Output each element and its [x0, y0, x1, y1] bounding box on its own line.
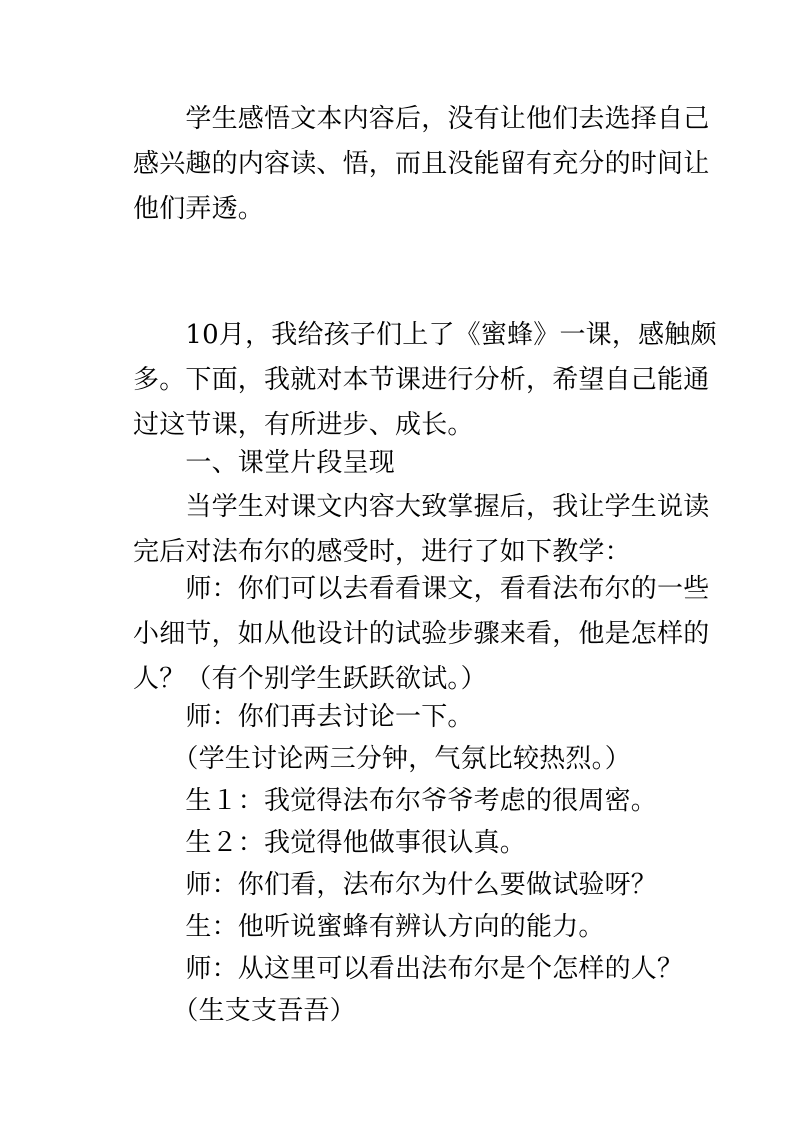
dialogue-teacher-3	[133, 863, 673, 908]
paragraph-reflection	[133, 97, 710, 232]
text-line: 师：你们看，法布尔为什么要做试验呀？	[133, 870, 658, 900]
text-line: （学生讨论两三分钟，气氛比较热烈。）	[133, 744, 632, 774]
text-line: 完后对法布尔的感受时，进行了如下教学：	[133, 537, 631, 567]
text-line: 人？（有个别学生跃跃欲试。）	[133, 664, 487, 694]
text-line: （生支支吾吾）	[133, 996, 356, 1026]
text-line: 师：你们可以去看看课文，看看法布尔的一些	[133, 574, 710, 604]
text-line: 小细节，如从他设计的试验步骤来看，他是怎样的	[133, 619, 710, 649]
dialogue-student-1	[133, 779, 673, 824]
text-line: 生２：我觉得他做事很认真。	[133, 828, 527, 858]
paragraph-context	[133, 485, 710, 575]
text-line: 师：从这里可以看出法布尔是个怎样的人？	[133, 954, 684, 984]
text-line: 一、课堂片段呈现	[133, 448, 396, 478]
dialogue-teacher-2	[133, 695, 673, 740]
dialogue-student-3	[133, 905, 673, 950]
text-line: 10月，我给孩子们上了《蜜蜂》一课，感触颇	[133, 320, 717, 350]
text-line: 当学生对课文内容大致掌握后，我让学生说读	[133, 492, 710, 522]
dialogue-teacher-4	[133, 947, 684, 992]
text-line: 过这节课，有所进步、成长。	[133, 410, 474, 440]
section-heading	[133, 441, 673, 486]
text-line: 师：你们再去讨论一下。	[133, 702, 474, 732]
stage-note-hesitation	[133, 989, 673, 1034]
text-line: 多。下面，我就对本节课进行分析，希望自己能通	[133, 365, 710, 395]
text-line: 感兴趣的内容读、悟，而且没能留有充分的时间让	[133, 149, 710, 179]
stage-note	[133, 737, 673, 782]
dialogue-student-2	[133, 821, 673, 866]
text-line: 他们弄透。	[133, 194, 265, 224]
text-line: 生１：我觉得法布尔爷爷考虑的很周密。	[133, 786, 658, 816]
text-line: 生：他听说蜜蜂有辨认方向的能力。	[133, 912, 605, 942]
dialogue-teacher-1	[133, 567, 710, 702]
text-line: 学生感悟文本内容后，没有让他们去选择自己	[133, 104, 710, 134]
paragraph-intro	[133, 313, 717, 448]
